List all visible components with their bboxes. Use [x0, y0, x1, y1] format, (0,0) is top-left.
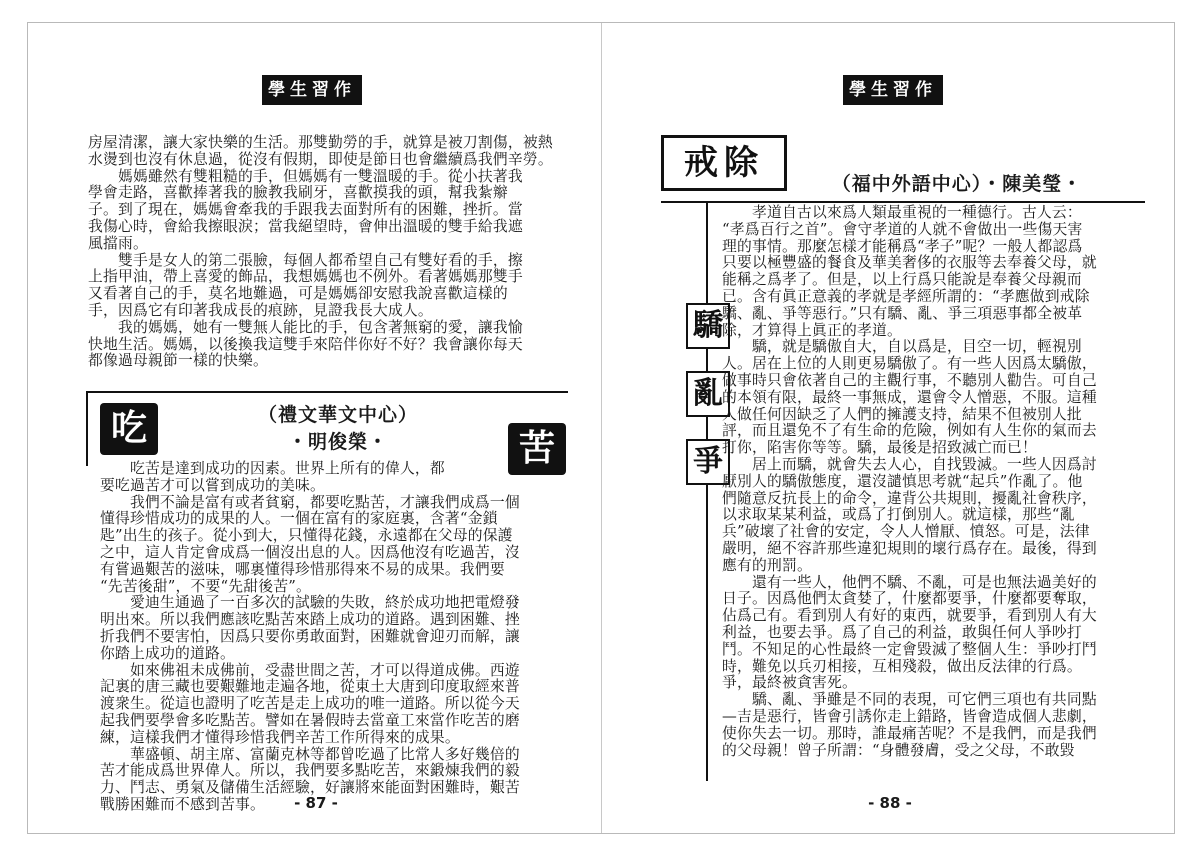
essay2-tag-right: 苦	[508, 423, 566, 475]
essay2-author: ・明俊榮・	[287, 431, 388, 453]
text-line: 驕、亂、爭雖是不同的表現，可它們三項也有共同點	[722, 691, 1097, 709]
essay-byline: （福中外語中心）・陳美瑩・	[831, 173, 1083, 195]
right-page-header: 學生習作	[843, 75, 943, 105]
paragraph	[722, 692, 1142, 759]
text-line: 應有的刑罰。	[722, 556, 812, 574]
text-line: 苦才能成爲世界偉人。所以，我們要多點吃苦，來鍛煉我們的毅	[100, 762, 520, 780]
text-line: 能稱之爲孝了。但是，以上行爲只能說是奉養父母親而	[722, 271, 1082, 289]
paragraph	[88, 320, 568, 370]
paragraph	[100, 595, 570, 662]
side-tag-luan: 亂	[686, 371, 730, 417]
text-line: 除，才算得上眞正的孝道。	[722, 321, 902, 339]
text-line: 都像過母親節一樣的快樂。	[88, 352, 268, 370]
paragraph	[100, 461, 570, 495]
text-line: 你踏上成功的道路。	[100, 644, 235, 662]
paragraph	[88, 169, 568, 253]
book-spread	[27, 22, 1175, 834]
text-line: 人做任何因缺乏了人們的擁護支持，結果不但被別人批	[722, 405, 1082, 423]
text-line: 利益，也要去爭。爲了自己的利益，敢與任何人爭吵打	[722, 623, 1082, 641]
text-line: 起我們要學會多吃點苦。譬如在暑假時去當童工來當作吃苦的磨	[100, 711, 520, 729]
text-line: 要吃過苦才可以嘗到成功的美味。	[100, 476, 325, 494]
text-line: 鬥。不知足的心性最終一定會毀滅了整個人生：爭吵打鬥	[722, 640, 1097, 658]
text-line: 驕、亂、爭等惡行。”只有驕、亂、爭三項惡事都全被革	[722, 304, 1083, 322]
text-line: 之中，這人肯定會成爲一個沒出息的人。因爲他沒有吃過苦，沒	[100, 543, 520, 561]
text-line: 上指甲油，帶上喜愛的飾品，我想媽媽也不例外。看著媽媽那雙手	[88, 268, 523, 286]
text-line: 手，因爲它有印著我成長的痕跡，見證我長大成人。	[88, 301, 433, 319]
paragraph	[722, 575, 1142, 693]
text-line: 吃苦是達到成功的因素。世界上所有的偉人，都	[100, 460, 445, 477]
text-line: 明出來。所以我們應該吃點苦來踏上成功的道路。遇到困難、挫	[100, 611, 520, 629]
text-line: 打你，陷害你等等。驕，最後是招致滅亡而已！	[722, 439, 1037, 457]
text-line: 又看著自己的手，莫名地難過，可是媽媽卻安慰我說喜歡這樣的	[88, 285, 508, 303]
text-line: 驕，就是驕傲自大，自以爲是，目空一切，輕視別	[722, 338, 1082, 356]
text-line: 們隨意反抗長上的命令，違背公共規則，擾亂社會秩序，	[722, 489, 1097, 507]
text-line: 快地生活。媽媽，以後換我這雙手來陪伴你好不好？我會讓你每天	[88, 335, 523, 353]
text-line: 我的媽媽，她有一雙無人能比的手，包含著無窮的愛，讓我愉	[88, 318, 523, 336]
text-line: 記裏的唐三藏也要艱難地走遍各地，從東土大唐到印度取經來普	[100, 678, 520, 696]
text-line: 的父母親！曾子所謂：“身體發膚，受之父母，不敢毀	[722, 741, 1075, 759]
text-line: 居上而驕，就會失去人心，自找毀滅。一些人因爲討	[722, 456, 1097, 473]
text-line: 房屋清潔，讓大家快樂的生活。那雙勤勞的手，就算是被刀割傷，被熱	[88, 134, 553, 151]
text-line: 時，難免以兵刃相接，互相殘殺，做出反法律的行爲。	[722, 657, 1082, 675]
text-line: 戰勝困難而不感到苦事。	[100, 795, 265, 813]
text-line: 子。到了現在，媽媽會牽我的手跟我去面對所有的困難，挫折。當	[88, 201, 523, 219]
text-line: 佔爲己有。看到別人有好的東西，就要爭，看到別人有大	[722, 607, 1097, 625]
text-line: 力、鬥志、勇氣及儲備生活經驗，好讓將來能面對困難時，艱苦	[100, 779, 520, 797]
paragraph	[88, 135, 568, 169]
left-page-number: - 87 -	[294, 794, 338, 812]
text-line: 嚴明，絕不容許那些違犯規則的壞行爲存在。最後，得到	[722, 539, 1097, 557]
text-line: 只要以極豐盛的餐食及華美奢侈的衣服等去奉養父母，就	[722, 254, 1097, 272]
essay2-tag-left: 吃	[100, 403, 158, 455]
text-line: 愛迪生通過了一百多次的試驗的失敗，終於成功地把電燈發	[100, 594, 520, 612]
paragraph	[722, 339, 1142, 457]
text-line: 以求取某某利益，或爲了打倒別人。就這樣，那些“亂	[722, 506, 1075, 524]
text-line: 使你失去一切。那時，誰最痛苦呢？不是我們，而是我們	[722, 724, 1097, 742]
text-line: 評，而且還免不了有生命的危險，例如有人生你的氣而去	[722, 422, 1097, 440]
text-line: 雙手是女人的第二張臉，每個人都希望自己有雙好看的手，擦	[88, 251, 523, 269]
side-tag-zheng: 爭	[686, 439, 730, 485]
essay2-top-rule	[86, 391, 568, 393]
right-page-number: - 88 -	[868, 794, 912, 812]
title-underline	[661, 201, 1145, 203]
essay-title-box: 戒除	[661, 135, 787, 191]
text-line: 人。居在上位的人則更易驕傲了。有一些人因爲太驕傲，	[722, 355, 1097, 373]
text-line: —吉是惡行，皆會引誘你走上錯路，皆會造成個人悲劇，	[722, 707, 1097, 725]
paragraph	[100, 495, 570, 596]
left-page-header: 學生習作	[262, 75, 362, 105]
paragraph	[88, 253, 568, 320]
left-page	[28, 23, 601, 833]
text-line: 兵”破壞了社會的安定，令人人憎厭、憤怒。可是，法律	[722, 523, 1090, 541]
paragraph	[722, 205, 1142, 339]
text-line: 練，這樣我們才懂得珍惜我們辛苦工作所得來的成果。	[100, 728, 460, 746]
text-line: “孝爲百行之首”。會守孝道的人就不會做出一些傷天害	[722, 220, 1083, 238]
text-line: 孝道自古以來爲人類最重視的一種德行。古人云：	[722, 204, 1082, 221]
essay2-school: （禮文華文中心）	[257, 404, 418, 426]
text-line: 折我們不要害怕，因爲只要你勇敢面對，困難就會迎刃而解，讓	[100, 627, 520, 645]
text-line: 渡衆生。從這也證明了吃苦是走上成功的唯一道路。所以從今天	[100, 695, 520, 713]
text-line: 我傷心時，會給我擦眼淚；當我絕望時，會伸出溫暖的雙手給我遮	[88, 217, 523, 235]
essay2-left-rule	[86, 391, 88, 466]
title-vertical-rule	[706, 201, 708, 781]
text-line: 已。含有眞正意義的孝就是孝經所謂的：“孝應做到戒除	[722, 287, 1090, 305]
text-line: 風擋雨。	[88, 234, 148, 252]
text-line: 華盛頓、胡主席、富蘭克林等都曾吃過了比常人多好幾倍的	[100, 745, 520, 763]
paragraph	[722, 457, 1142, 575]
text-line: 水燙到也沒有休息過，從沒有假期，即使是節日也會繼續爲我們辛勞。	[88, 150, 553, 168]
text-line: 如來佛祖未成佛前，受盡世間之苦，才可以得道成佛。西遊	[100, 661, 520, 679]
paragraph	[100, 663, 570, 747]
text-line: “先苦後甜”，不要“先甜後苦”。	[100, 577, 312, 595]
side-tag-jiao: 驕	[686, 303, 730, 349]
text-line: 理的事情。那麼怎樣才能稱爲“孝子”呢？一般人都認爲	[722, 237, 1083, 255]
text-line: 我們不論是富有或者貧窮，都要吃點苦，才讓我們成爲一個	[100, 493, 520, 511]
text-line: 學會走路，喜歡捧著我的臉教我刷牙，喜歡摸我的頭，幫我紮辮	[88, 184, 508, 202]
text-line: 爭，最終被貪害死。	[722, 674, 857, 692]
text-line: 的本領有限，最終一事無成，還會令人憎惡，不服。這種	[722, 388, 1097, 406]
text-line: 厭別人的驕傲態度，還沒譴慎思考就“起兵”作亂了。他	[722, 472, 1083, 490]
text-line: 媽媽雖然有雙粗糙的手，但媽媽有一雙溫暖的手。從小扶著我	[88, 167, 523, 185]
text-line: 還有一些人，他們不驕、不亂，可是也無法過美好的	[722, 573, 1097, 591]
text-line: 匙”出生的孩子。從小到大，只懂得花錢，永遠都在父母的保護	[100, 527, 513, 545]
text-line: 日子。因爲他們太貪婪了，什麼都要爭，什麼都要奪取，	[722, 590, 1097, 608]
right-page	[602, 23, 1175, 833]
text-line: 懂得珍惜成功的成果的人。一個在富有的家庭裏，含著“金鎖	[100, 510, 498, 528]
text-line: 有嘗過艱苦的滋味，哪裏懂得珍惜那得來不易的成果。我們要	[100, 560, 505, 578]
text-line: 做事時只會依著自己的主觀行事，不聽別人勸告。可自己	[722, 371, 1097, 389]
